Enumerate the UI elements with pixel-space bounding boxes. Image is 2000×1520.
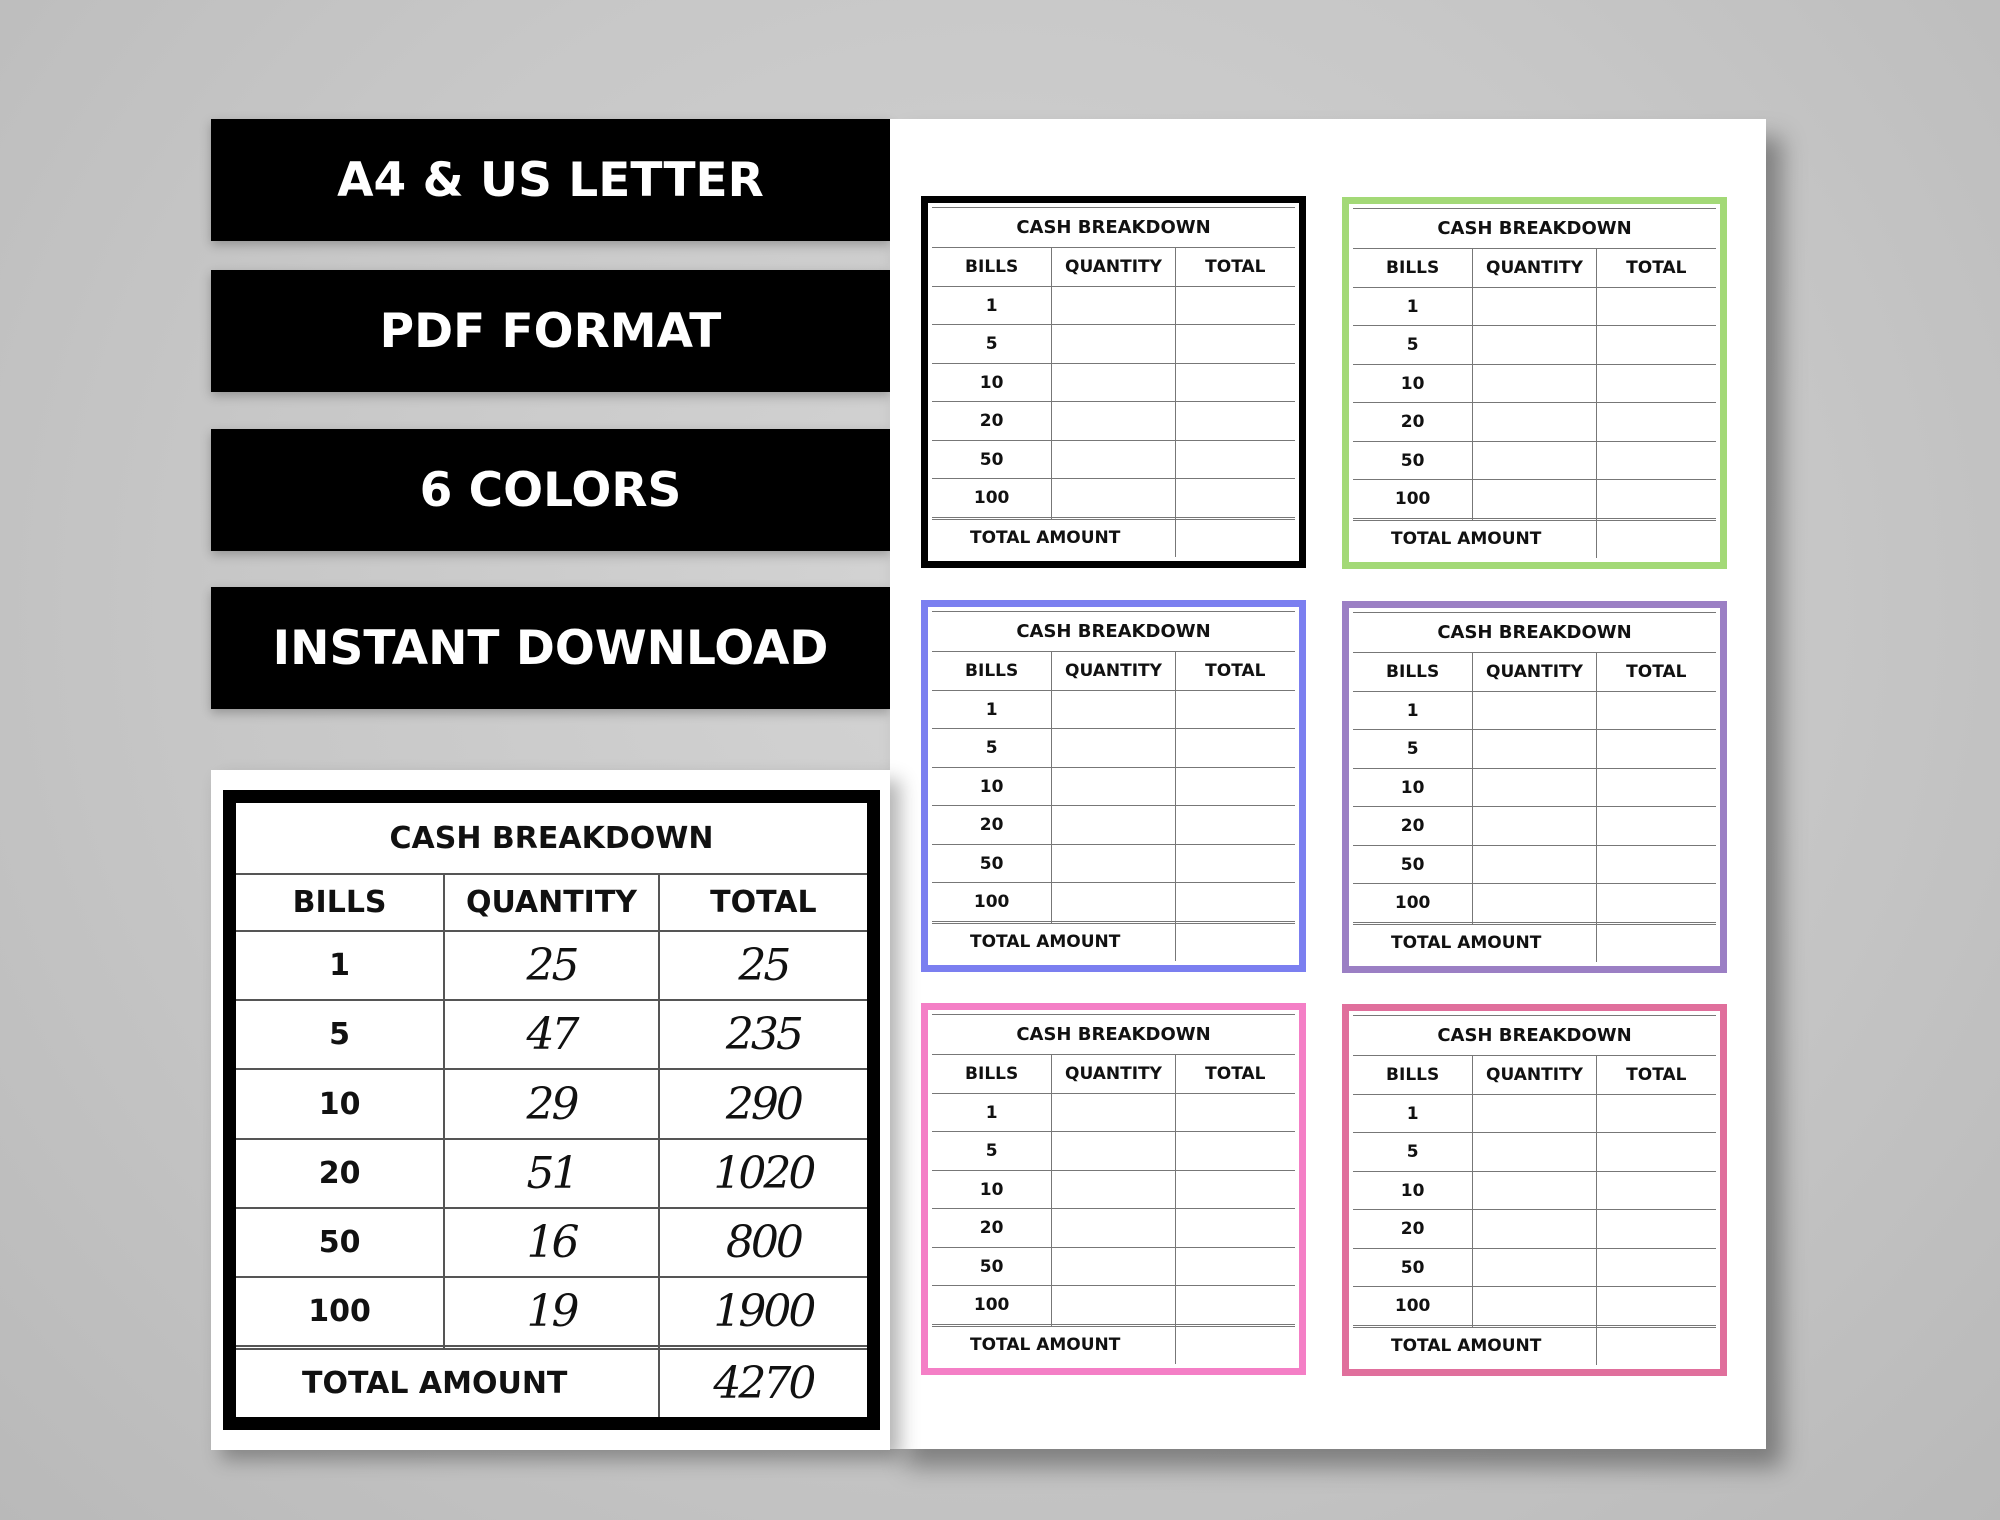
column-header-bills: BILLS [1353,1056,1473,1095]
quantity-cell [1473,730,1596,769]
table-row [1353,1248,1716,1287]
total-cell [1596,364,1716,403]
column-header-bills: BILLS [1353,653,1473,692]
quantity-cell [1052,440,1175,479]
bill-value: 100 [932,479,1052,518]
total-cell [1596,1171,1716,1210]
bill-value: 1 [236,931,444,1000]
quantity-cell [1052,1247,1175,1286]
cash-breakdown-template-rose [1342,1004,1727,1376]
total-cell [1175,440,1295,479]
quantity-cell [1052,286,1175,325]
quantity-cell [1052,1286,1175,1325]
column-header-bills: BILLS [932,1055,1052,1094]
bill-value: 20 [932,806,1052,845]
cash-breakdown-template-green [1342,197,1727,569]
table-row [1353,326,1716,365]
table-row [236,1000,867,1069]
total-value: 235 [659,1000,867,1069]
table-title: CASH BREAKDOWN [1353,1016,1716,1056]
bill-value: 10 [1353,1171,1473,1210]
table-row [932,1286,1295,1325]
table-row [932,286,1295,325]
quantity-cell [1052,844,1175,883]
total-amount-row [1353,520,1716,558]
cash-breakdown-template-pink [921,1003,1306,1375]
template-table [932,611,1295,961]
total-amount-row [932,923,1295,961]
quantity-cell [1473,1210,1596,1249]
total-cell [1175,844,1295,883]
table-title: CASH BREAKDOWN [932,1015,1295,1055]
bill-value: 100 [1353,1287,1473,1326]
bill-value: 50 [1353,845,1473,884]
total-amount-cell [1175,519,1295,557]
column-header-quantity: QUANTITY [1473,249,1596,288]
quantity-cell [1473,441,1596,480]
table-row [932,844,1295,883]
total-amount-row [1353,924,1716,962]
total-cell [1175,1209,1295,1248]
quantity-cell [1052,1209,1175,1248]
bill-value: 20 [1353,403,1473,442]
table-row [236,1139,867,1208]
table-title: CASH BREAKDOWN [932,208,1295,248]
total-cell [1175,325,1295,364]
filled-cash-breakdown [223,790,880,1430]
table-row [1353,364,1716,403]
total-cell [1175,1286,1295,1325]
quantity-value: 16 [444,1208,659,1277]
bill-value: 100 [1353,884,1473,923]
quantity-cell [1473,287,1596,326]
total-cell [1175,883,1295,922]
column-header-quantity: QUANTITY [1052,652,1175,691]
table-row [932,325,1295,364]
total-cell [1596,1133,1716,1172]
column-header-total: TOTAL [1596,1056,1716,1095]
table-row [932,402,1295,441]
quantity-cell [1473,1094,1596,1133]
bill-value: 50 [932,1247,1052,1286]
table-row [1353,807,1716,846]
total-cell [1596,403,1716,442]
quantity-cell [1473,884,1596,923]
quantity-value: 19 [444,1277,659,1346]
quantity-cell [1052,806,1175,845]
feature-banner-format [211,270,890,392]
quantity-value: 47 [444,1000,659,1069]
filled-cash-table [236,803,867,1417]
table-row [1353,1094,1716,1133]
total-cell [1175,1093,1295,1132]
template-table [1353,1015,1716,1365]
column-header-quantity: QUANTITY [444,874,659,931]
quantity-cell [1473,326,1596,365]
table-row [236,1069,867,1138]
column-header-total: TOTAL [1175,1055,1295,1094]
column-header-bills: BILLS [932,652,1052,691]
bill-value: 20 [932,402,1052,441]
total-value: 1020 [659,1139,867,1208]
total-cell [1596,845,1716,884]
bill-value: 100 [932,1286,1052,1325]
table-row [1353,1287,1716,1326]
column-header-total: TOTAL [1175,652,1295,691]
banner-text: 6 COLORS [419,462,682,518]
bill-value: 1 [932,1093,1052,1132]
table-row [932,883,1295,922]
total-cell [1596,287,1716,326]
table-row [932,363,1295,402]
bill-value: 5 [1353,326,1473,365]
table-row [932,440,1295,479]
total-cell [1596,1287,1716,1326]
bill-value: 10 [1353,364,1473,403]
table-row [1353,845,1716,884]
banner-text: INSTANT DOWNLOAD [272,620,829,676]
bill-value: 50 [932,440,1052,479]
total-amount-row [236,1349,867,1417]
column-header-quantity: QUANTITY [1052,1055,1175,1094]
bill-value: 10 [236,1069,444,1138]
bill-value: 5 [932,325,1052,364]
total-amount-label: TOTAL AMOUNT [932,1326,1175,1364]
quantity-cell [1473,807,1596,846]
total-amount-label: TOTAL AMOUNT [1353,924,1596,962]
bill-value: 20 [1353,1210,1473,1249]
bill-value: 100 [236,1277,444,1346]
quantity-cell [1473,364,1596,403]
total-amount-label: TOTAL AMOUNT [932,923,1175,961]
column-header-total: TOTAL [659,874,867,931]
quantity-cell [1052,729,1175,768]
bill-value: 100 [1353,480,1473,519]
template-table [932,1014,1295,1364]
table-row [932,1132,1295,1171]
total-cell [1175,767,1295,806]
feature-banner-colors [211,429,890,551]
column-header-total: TOTAL [1596,653,1716,692]
total-value: 290 [659,1069,867,1138]
column-header-total: TOTAL [1596,249,1716,288]
table-title: CASH BREAKDOWN [236,803,867,874]
table-row [1353,441,1716,480]
bill-value: 5 [1353,1133,1473,1172]
table-row [932,690,1295,729]
table-row [236,1208,867,1277]
quantity-cell [1052,1132,1175,1171]
bill-value: 20 [1353,807,1473,846]
total-cell [1596,884,1716,923]
template-table [1353,612,1716,962]
table-row [236,1277,867,1346]
total-amount-row [932,1326,1295,1364]
bill-value: 100 [932,883,1052,922]
table-row [1353,1133,1716,1172]
quantity-cell [1052,402,1175,441]
quantity-cell [1052,325,1175,364]
table-row [1353,884,1716,923]
total-cell [1175,806,1295,845]
column-header-total: TOTAL [1175,248,1295,287]
total-value: 800 [659,1208,867,1277]
bill-value: 10 [932,363,1052,402]
total-amount-value: 4270 [659,1349,867,1417]
table-row [932,806,1295,845]
total-value: 1900 [659,1277,867,1346]
quantity-cell [1473,768,1596,807]
total-amount-label: TOTAL AMOUNT [236,1349,659,1417]
bill-value: 1 [1353,287,1473,326]
table-row [1353,691,1716,730]
total-amount-cell [1596,1327,1716,1365]
column-header-bills: BILLS [236,874,444,931]
quantity-cell [1052,767,1175,806]
quantity-cell [1052,479,1175,518]
column-header-quantity: QUANTITY [1473,653,1596,692]
table-title: CASH BREAKDOWN [1353,209,1716,249]
total-cell [1596,1094,1716,1133]
cash-breakdown-template-black [921,196,1306,568]
banner-text: PDF FORMAT [379,303,722,359]
total-amount-label: TOTAL AMOUNT [1353,1327,1596,1365]
total-cell [1596,1210,1716,1249]
total-amount-row [1353,1327,1716,1365]
quantity-cell [1473,691,1596,730]
total-cell [1596,326,1716,365]
template-table [1353,208,1716,558]
total-cell [1596,441,1716,480]
total-cell [1175,690,1295,729]
total-cell [1596,807,1716,846]
bill-value: 20 [932,1209,1052,1248]
table-title: CASH BREAKDOWN [932,612,1295,652]
total-value: 25 [659,931,867,1000]
total-cell [1175,363,1295,402]
table-title: CASH BREAKDOWN [1353,613,1716,653]
table-row [932,1093,1295,1132]
bill-value: 5 [1353,730,1473,769]
table-row [1353,730,1716,769]
table-row [932,767,1295,806]
table-row [236,931,867,1000]
table-row [1353,480,1716,519]
quantity-cell [1473,1171,1596,1210]
total-cell [1175,1170,1295,1209]
quantity-cell [1473,480,1596,519]
total-amount-cell [1175,923,1295,961]
total-cell [1596,691,1716,730]
total-amount-cell [1596,924,1716,962]
total-amount-label: TOTAL AMOUNT [932,519,1175,557]
bill-value: 1 [1353,691,1473,730]
table-row [932,1170,1295,1209]
quantity-cell [1473,1287,1596,1326]
total-cell [1596,730,1716,769]
filled-example-paper [211,770,890,1450]
total-cell [1175,1247,1295,1286]
bill-value: 1 [932,286,1052,325]
quantity-value: 29 [444,1069,659,1138]
bill-value: 10 [932,1170,1052,1209]
bill-value: 50 [932,844,1052,883]
quantity-value: 25 [444,931,659,1000]
total-amount-cell [1596,520,1716,558]
bill-value: 20 [236,1139,444,1208]
table-row [1353,287,1716,326]
feature-banner-download [211,587,890,709]
bill-value: 5 [932,1132,1052,1171]
bill-value: 10 [1353,768,1473,807]
table-row [932,1247,1295,1286]
total-cell [1596,768,1716,807]
table-row [932,729,1295,768]
template-table [932,207,1295,557]
total-amount-cell [1175,1326,1295,1364]
total-cell [1175,479,1295,518]
quantity-cell [1052,883,1175,922]
quantity-cell [1052,1170,1175,1209]
quantity-cell [1052,1093,1175,1132]
quantity-cell [1052,363,1175,402]
total-amount-label: TOTAL AMOUNT [1353,520,1596,558]
total-cell [1175,729,1295,768]
bill-value: 50 [236,1208,444,1277]
bill-value: 1 [932,690,1052,729]
total-cell [1596,1248,1716,1287]
bill-value: 5 [932,729,1052,768]
column-header-quantity: QUANTITY [1052,248,1175,287]
bill-value: 5 [236,1000,444,1069]
column-header-quantity: QUANTITY [1473,1056,1596,1095]
column-header-bills: BILLS [1353,249,1473,288]
table-row [1353,1171,1716,1210]
bill-value: 50 [1353,1248,1473,1287]
printable-sheet [890,119,1766,1449]
total-cell [1175,402,1295,441]
column-header-bills: BILLS [932,248,1052,287]
total-cell [1175,286,1295,325]
quantity-cell [1473,1248,1596,1287]
quantity-value: 51 [444,1139,659,1208]
bill-value: 1 [1353,1094,1473,1133]
table-row [1353,768,1716,807]
total-cell [1175,1132,1295,1171]
quantity-cell [1052,690,1175,729]
table-row [1353,1210,1716,1249]
table-row [932,479,1295,518]
table-row [1353,403,1716,442]
feature-banner-paper-size [211,119,890,241]
quantity-cell [1473,1133,1596,1172]
quantity-cell [1473,403,1596,442]
bill-value: 50 [1353,441,1473,480]
table-row [932,1209,1295,1248]
total-amount-row [932,519,1295,557]
total-cell [1596,480,1716,519]
quantity-cell [1473,845,1596,884]
banner-text: A4 & US LETTER [337,152,764,208]
bill-value: 10 [932,767,1052,806]
cash-breakdown-template-purple [1342,601,1727,973]
cash-breakdown-template-blue [921,600,1306,972]
